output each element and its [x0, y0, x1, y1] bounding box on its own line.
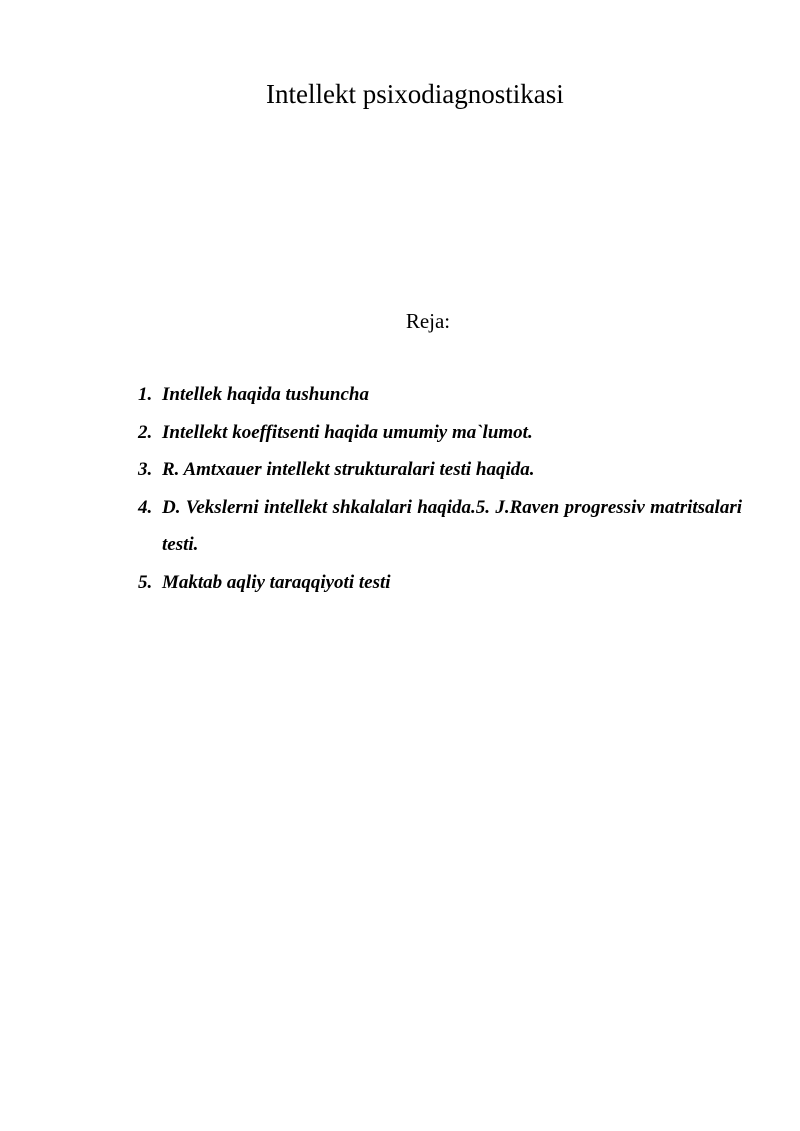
- plan-item-2: [138, 414, 742, 452]
- plan-item-text: D. Vekslerni intellekt shkalalari haqida.5. J.Raven progressiv matritsalari testi.: [162, 496, 742, 555]
- plan-item-number: 3.: [138, 459, 153, 480]
- plan-item-4: [138, 489, 742, 564]
- document-title: Intellekt psixodiagnostikasi: [266, 79, 564, 109]
- plan-item-text: Intellek haqida tushuncha: [162, 384, 369, 405]
- plan-item-5: [138, 564, 742, 602]
- plan-heading: Reja:: [405, 309, 451, 333]
- plan-list: [138, 376, 742, 601]
- plan-item-3: [138, 451, 742, 489]
- plan-item-number: 1.: [138, 384, 153, 405]
- plan-item-text: Maktab aqliy taraqqiyoti testi: [162, 571, 391, 593]
- plan-item-number: 2.: [138, 421, 153, 443]
- plan-item-1: [138, 376, 742, 414]
- plan-item-text: Intellekt koeffitsenti haqida umumiy ma`lumot.: [162, 421, 533, 443]
- plan-item-number: 5.: [138, 571, 153, 593]
- plan-item-text: R. Amtxauer intellekt strukturalari testi haqida.: [162, 459, 535, 480]
- plan-item-number: 4.: [138, 496, 153, 518]
